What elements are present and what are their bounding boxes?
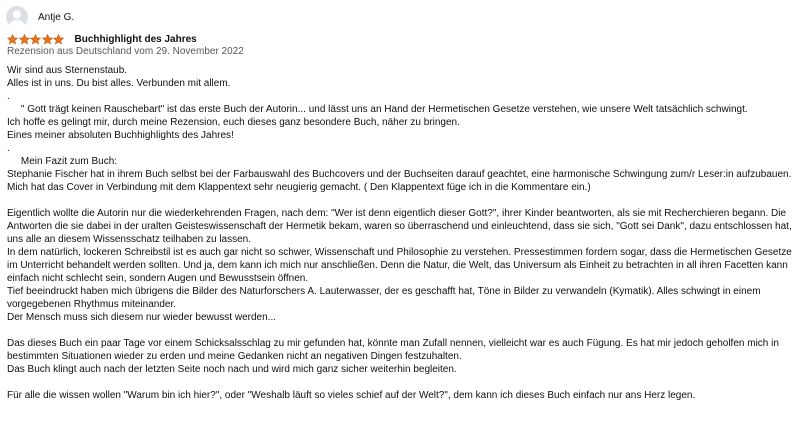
star-filled-icon <box>19 34 30 45</box>
review-text-line: Alles ist in uns. Du bist alles. Verbunden mit allem. <box>7 78 231 89</box>
review-body <box>7 64 795 402</box>
user-silhouette-icon[interactable] <box>6 6 28 28</box>
paragraph-gap <box>7 324 795 337</box>
review-text-line: Das dieses Buch ein paar Tage vor einem Schicksalsschlag zu mir gefunden hat, könnte man Zufall nennen, vielleicht war es auch Fügung. Es hat mir jedoch geholfen mich in <box>7 338 779 349</box>
review-text-line: Antworten die sie dabei in der uralten Geisteswissenschaft der Hermetik bekam, waren so überraschend und einleuchtend, dass sie sich, "Gott sei Dank", dazu entschlossen hat, <box>7 221 792 232</box>
review-text-line: In dem natürlich, lockeren Schreibstil ist es auch gar nicht so schwer, Wissenschaft und Philosophie zu verstehen. Pressestimmen fordern sogar, dass die Hermetischen Gesetze <box>7 247 792 258</box>
review-text-line: Für alle die wissen wollen "Warum bin ich hier?", oder "Weshalb läuft so vieles schief auf der Welt?", dem kann ich dieses Buch einfach nur ans Herz legen. <box>7 390 696 401</box>
review-text-line: Stephanie Fischer hat in ihrem Buch selbst bei der Farbauswahl des Buchcovers und der Buchseiten darauf geachtet, eine harmonische Schwingung zum/r Leser:in aufzubauen. <box>7 169 792 180</box>
star-filled-icon <box>42 34 53 45</box>
review-title[interactable]: Buchhighlight des Jahres <box>74 33 197 45</box>
star-filled-icon <box>30 34 41 45</box>
review-text-line: Mein Fazit zum Buch: <box>7 156 118 167</box>
review-text-line: . <box>7 91 10 102</box>
star-filled-icon <box>7 34 18 45</box>
review-text-line: Tief beeindruckt haben mich übrigens die Bilder des Naturforschers A. Lauterwasser, der es geschafft hat, Töne in Bilder zu verwandeln (Kymatik). Alles schwingt in einem <box>7 286 761 297</box>
review-meta: Rezension aus Deutschland vom 29. November 2022 <box>7 46 244 57</box>
star-filled-icon <box>53 34 64 45</box>
paragraph-gap <box>7 194 795 207</box>
review-text-line: vorgegebenen Rhythmus miteinander. <box>7 299 176 310</box>
review-text-line: im Unterricht behandelt werden sollten. Und ja, dem kann ich mich nur anschließen. Denn die Natur, die Welt, das Universum als Einheit zu betrachten in all ihren Facetten kann <box>7 260 788 271</box>
star-rating[interactable] <box>7 34 65 45</box>
reviewer-name[interactable]: Antje G. <box>38 11 75 23</box>
paragraph-gap <box>7 376 795 389</box>
review-text-line: uns alle an diesem Wissensschatz teilhaben zu lassen. <box>7 234 252 245</box>
review-text-line: Das Buch klingt auch nach der letzten Seite noch nach und wird mich ganz sicher weiterhin begleiten. <box>7 364 457 375</box>
rating-row <box>7 32 197 46</box>
review-text-line: bestimmten Situationen wieder zu erden und meine Gedanken nicht an negativen Dingen festzuhalten. <box>7 351 462 362</box>
review-text-line: Eigentlich wollte die Autorin nur die wiederkehrenden Fragen, nach dem: "Wer ist denn eigentlich dieser Gott?", ihrer Kinder beantworten, als sie mit Recherchieren begann. Die <box>7 208 787 219</box>
review-text-line: Mich hat das Cover in Verbindung mit dem Klappentext sehr neugierig gemacht. ( Den Klappentext füge ich in die Kommentare ein.) <box>7 182 591 193</box>
review-text-line: Ich hoffe es gelingt mir, durch meine Rezension, euch dieses ganz besondere Buch, näher zu bringen. <box>7 117 460 128</box>
review-text-line: Wir sind aus Sternenstaub. <box>7 65 128 76</box>
reviewer-profile[interactable] <box>6 5 74 29</box>
review-text-line: " Gott trägt keinen Rauschebart" ist das erste Buch der Autorin... und lässt uns an Hand der Hermetischen Gesetze verstehen, wie unsere Welt tatsächlich schwingt. <box>7 104 748 115</box>
review-text-line: Eines meiner absoluten Buchhighlights des Jahres! <box>7 130 234 141</box>
review-text-line: einfach nicht schlecht sein, sondern Augen und Bewusstsein öffnen. <box>7 273 309 284</box>
review-text-line: Der Mensch muss sich diesem nur wieder bewusst werden... <box>7 312 276 323</box>
review-text-line: . <box>7 143 10 154</box>
